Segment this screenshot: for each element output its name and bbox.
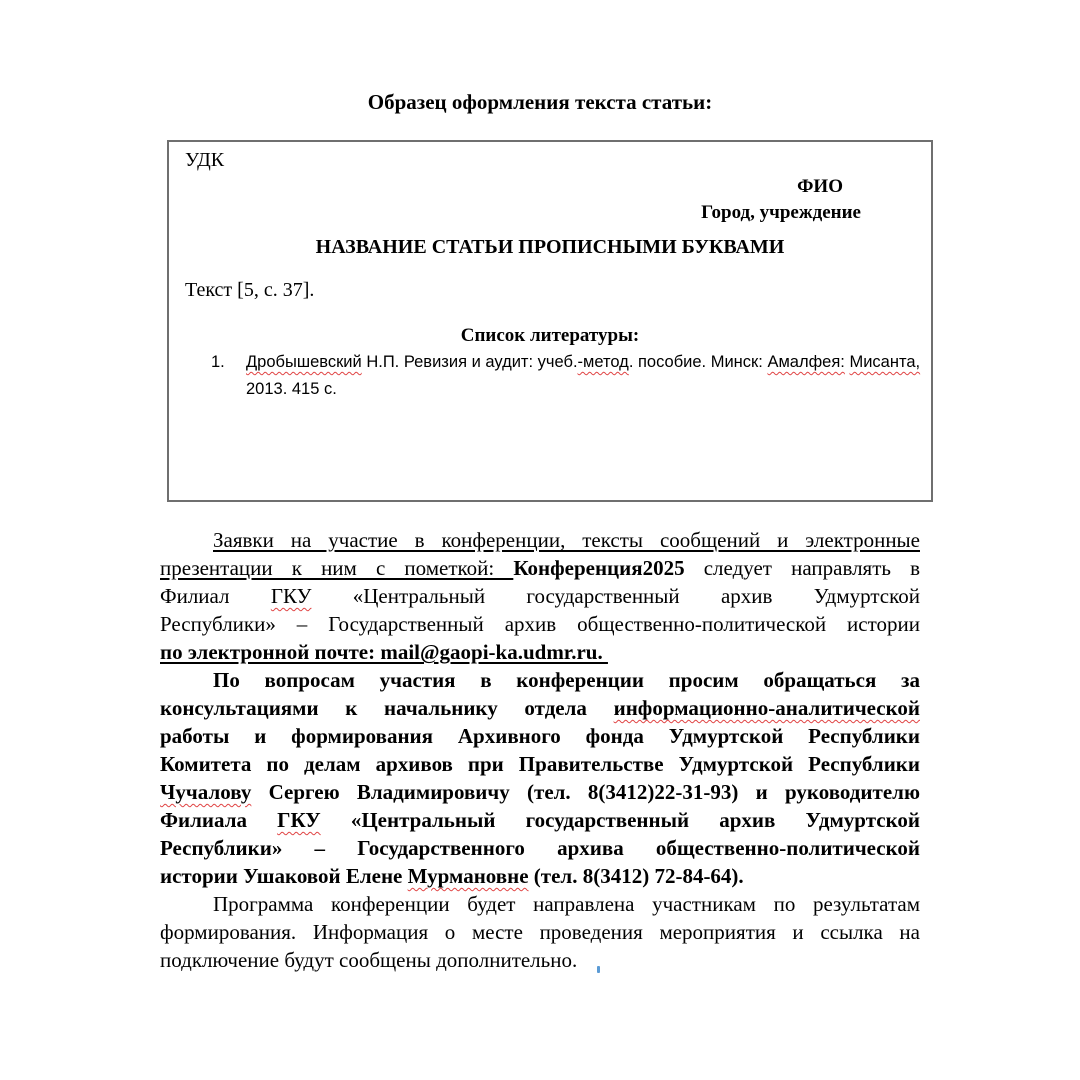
text-line bbox=[160, 526, 920, 554]
text-line bbox=[160, 638, 920, 666]
spellcheck-word: Амалфея: bbox=[767, 353, 845, 371]
text-line bbox=[160, 806, 920, 834]
spellcheck-word: Мисанта, bbox=[849, 353, 921, 371]
author-city: Город, учреждение bbox=[701, 202, 861, 223]
text-run: подключение будут сообщены дополнительно. bbox=[160, 948, 578, 972]
spellcheck-word: Дробышевский bbox=[246, 353, 362, 371]
paragraph-program bbox=[160, 890, 920, 974]
text-run: следует направлять в bbox=[684, 556, 920, 580]
text-cursor-mark bbox=[597, 966, 600, 973]
text-line bbox=[246, 349, 920, 376]
text-sample: Текст [5, с. 37]. bbox=[185, 279, 315, 301]
text-run: консультациями к начальнику отдела bbox=[160, 696, 614, 720]
text-line bbox=[160, 554, 920, 582]
text-run: Сергею Владимировичу (тел. 8(3412)22-31-93) и руководителю bbox=[251, 780, 920, 804]
text-run: Конференция2025 bbox=[513, 556, 685, 580]
text-run: Филиала bbox=[160, 808, 278, 832]
reference-text bbox=[246, 349, 920, 403]
text-line bbox=[160, 722, 920, 750]
text-line bbox=[160, 750, 920, 778]
references-heading: Список литературы: bbox=[460, 325, 640, 346]
text-line bbox=[160, 582, 920, 610]
text-run: Филиал bbox=[160, 584, 271, 608]
text-line bbox=[160, 694, 920, 722]
text-run: . пособие. Минск: bbox=[628, 353, 768, 371]
text-run: 2013. 415 с. bbox=[246, 380, 337, 398]
text-run: Н.П. Ревизия и аудит: учеб. bbox=[361, 353, 578, 371]
spellcheck-word: -метод bbox=[577, 353, 629, 371]
text-run: «Центральный государственный архив Удмуртской bbox=[320, 808, 921, 832]
text-run: Комитета по делам архивов при Правительстве Удмуртской Республики bbox=[160, 752, 920, 776]
text-line bbox=[160, 834, 920, 862]
text-run: презентации к ним с пометкой: bbox=[160, 556, 514, 580]
text-run: Программа конференции будет направлена участникам по результатам bbox=[213, 892, 920, 916]
text-line bbox=[160, 778, 920, 806]
text-line bbox=[160, 862, 920, 890]
text-run: формирования. Информация о месте проведения мероприятия и ссылка на bbox=[160, 920, 920, 944]
spellcheck-word: Мурмановне bbox=[407, 864, 529, 888]
author-block bbox=[185, 174, 915, 226]
text-line bbox=[160, 946, 920, 974]
text-run: по электронной почте: mail@gaopi-ka.udmr.ru. bbox=[160, 640, 608, 664]
text-run: работы и формирования Архивного фонда Удмуртской Республики bbox=[160, 724, 920, 748]
paragraph-contacts bbox=[160, 666, 920, 890]
text-run: «Центральный государственный архив Удмуртской bbox=[311, 584, 920, 608]
reference-number: 1. bbox=[211, 353, 225, 371]
text-run: Республики» – Государственный архив общественно-политической истории bbox=[160, 612, 920, 636]
body-text bbox=[160, 526, 920, 974]
page-title: Образец оформления текста статьи: bbox=[367, 90, 713, 114]
spellcheck-word: ГКУ bbox=[277, 808, 321, 832]
paragraph-submission bbox=[160, 526, 920, 666]
text-line bbox=[160, 890, 920, 918]
spellcheck-word: Чучалову bbox=[160, 780, 252, 804]
text-run: Республики» – Государственного архива общественно-политической bbox=[160, 836, 920, 860]
text-run: (тел. 8(3412) 72-84-64). bbox=[528, 864, 744, 888]
text-run: По вопросам участия в конференции просим обращаться за bbox=[213, 668, 920, 692]
reference-item bbox=[185, 349, 921, 403]
text-line bbox=[246, 376, 920, 403]
article-title: НАЗВАНИЕ СТАТЬИ ПРОПИСНЫМИ БУКВАМИ bbox=[315, 236, 785, 258]
spellcheck-word: ГКУ bbox=[270, 584, 312, 608]
text-line bbox=[160, 666, 920, 694]
text-run: Заявки на участие в конференции, тексты сообщений и электронные bbox=[213, 528, 920, 552]
text-line bbox=[160, 918, 920, 946]
article-sample-box bbox=[167, 140, 933, 502]
spellcheck-word: информационно-аналитической bbox=[613, 696, 920, 720]
author-fio: ФИО bbox=[797, 176, 843, 197]
text-run: истории Ушаковой Елене bbox=[160, 864, 408, 888]
udk-label: УДК bbox=[185, 149, 225, 171]
text-line bbox=[160, 610, 920, 638]
